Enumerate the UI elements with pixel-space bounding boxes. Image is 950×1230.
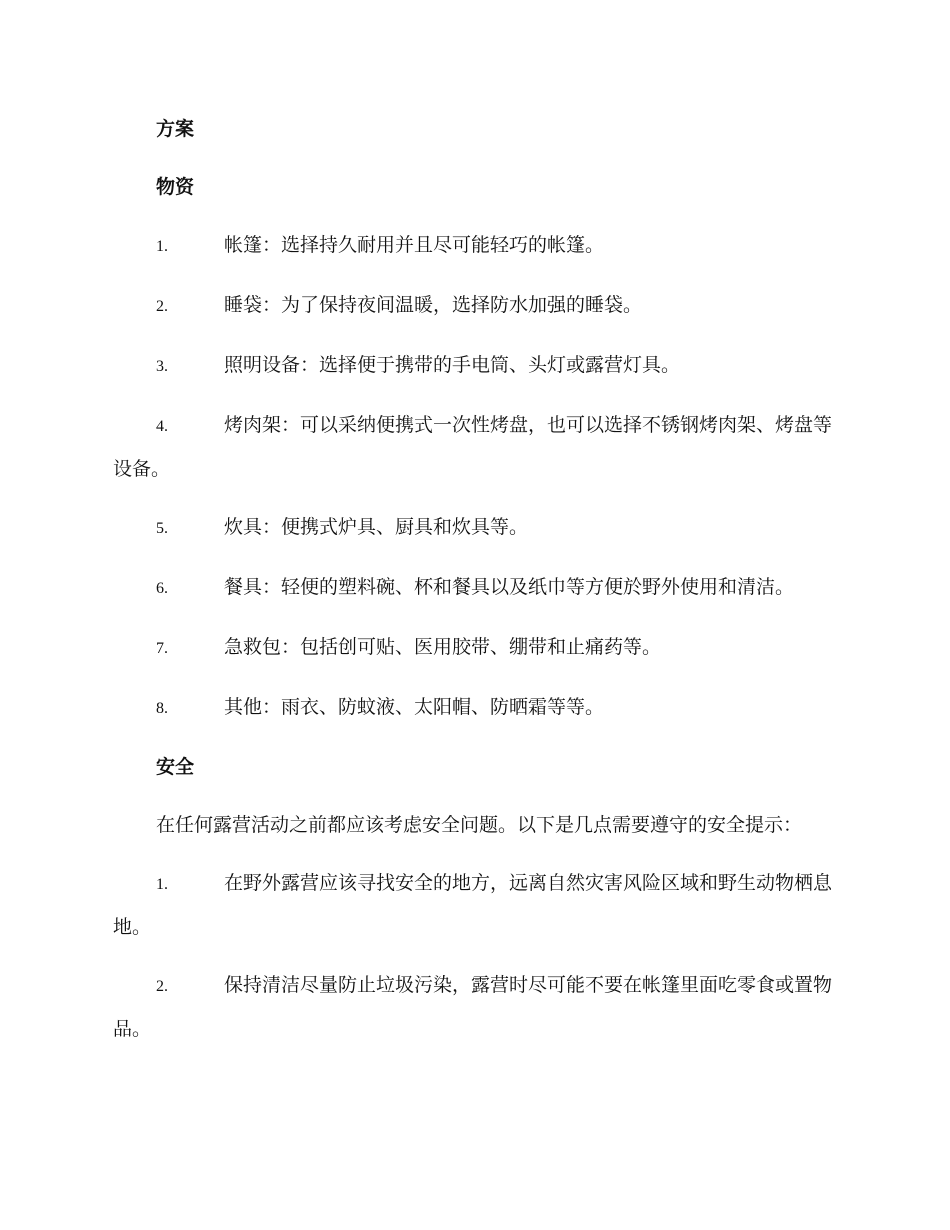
- list-item-text: 急救包：包括创可贴、医用胶带、绷带和止痛药等。: [224, 636, 662, 658]
- document-body: [113, 108, 835, 1066]
- supply-item: [113, 566, 835, 610]
- list-number: 2.: [156, 978, 168, 995]
- supply-item: [113, 284, 835, 328]
- list-item-text: 烤肉架：可以采纳便携式一次性烤盘，也可以选择不锈钢烤肉架、烤盘等设备。: [113, 414, 833, 480]
- list-number: 1.: [156, 238, 168, 255]
- list-number: 1.: [156, 876, 168, 893]
- supply-item: [113, 686, 835, 730]
- list-number: 8.: [156, 700, 168, 717]
- list-number: 5.: [156, 520, 168, 537]
- list-item-text: 保持清洁尽量防止垃圾污染，露营时尽可能不要在帐篷里面吃零食或置物品。: [113, 974, 833, 1040]
- safety-intro: 在任何露营活动之前都应该考虑安全问题。以下是几点需要遵守的安全提示：: [156, 814, 803, 836]
- list-item-text: 在野外露营应该寻找安全的地方，远离自然灾害风险区域和野生动物栖息地。: [113, 872, 833, 938]
- safety-tip: [113, 964, 835, 1050]
- list-item-text: 帐篷：选择持久耐用并且尽可能轻巧的帐篷。: [224, 234, 605, 256]
- heading-safety: 安全: [156, 756, 195, 778]
- supply-item: [113, 344, 835, 388]
- list-item-text: 餐具：轻便的塑料碗、杯和餐具以及纸巾等方便於野外使用和清洁。: [224, 576, 795, 598]
- list-number: 2.: [156, 298, 168, 315]
- list-number: 7.: [156, 640, 168, 657]
- heading-plan: 方案: [156, 118, 195, 140]
- supply-item: [113, 626, 835, 670]
- list-number: 3.: [156, 358, 168, 375]
- list-number: 6.: [156, 580, 168, 597]
- supply-item: [113, 506, 835, 550]
- heading-supplies: 物资: [156, 176, 195, 198]
- supply-item: [113, 224, 835, 268]
- safety-tip: [113, 862, 835, 948]
- list-item-text: 炊具：便携式炉具、厨具和炊具等。: [224, 516, 529, 538]
- list-item-text: 睡袋：为了保持夜间温暖，选择防水加强的睡袋。: [224, 294, 643, 316]
- supply-item: [113, 404, 835, 490]
- list-number: 4.: [156, 418, 168, 435]
- list-item-text: 其他：雨衣、防蚊液、太阳帽、防晒霜等等。: [224, 696, 605, 718]
- list-item-text: 照明设备：选择便于携带的手电筒、头灯或露营灯具。: [224, 354, 681, 376]
